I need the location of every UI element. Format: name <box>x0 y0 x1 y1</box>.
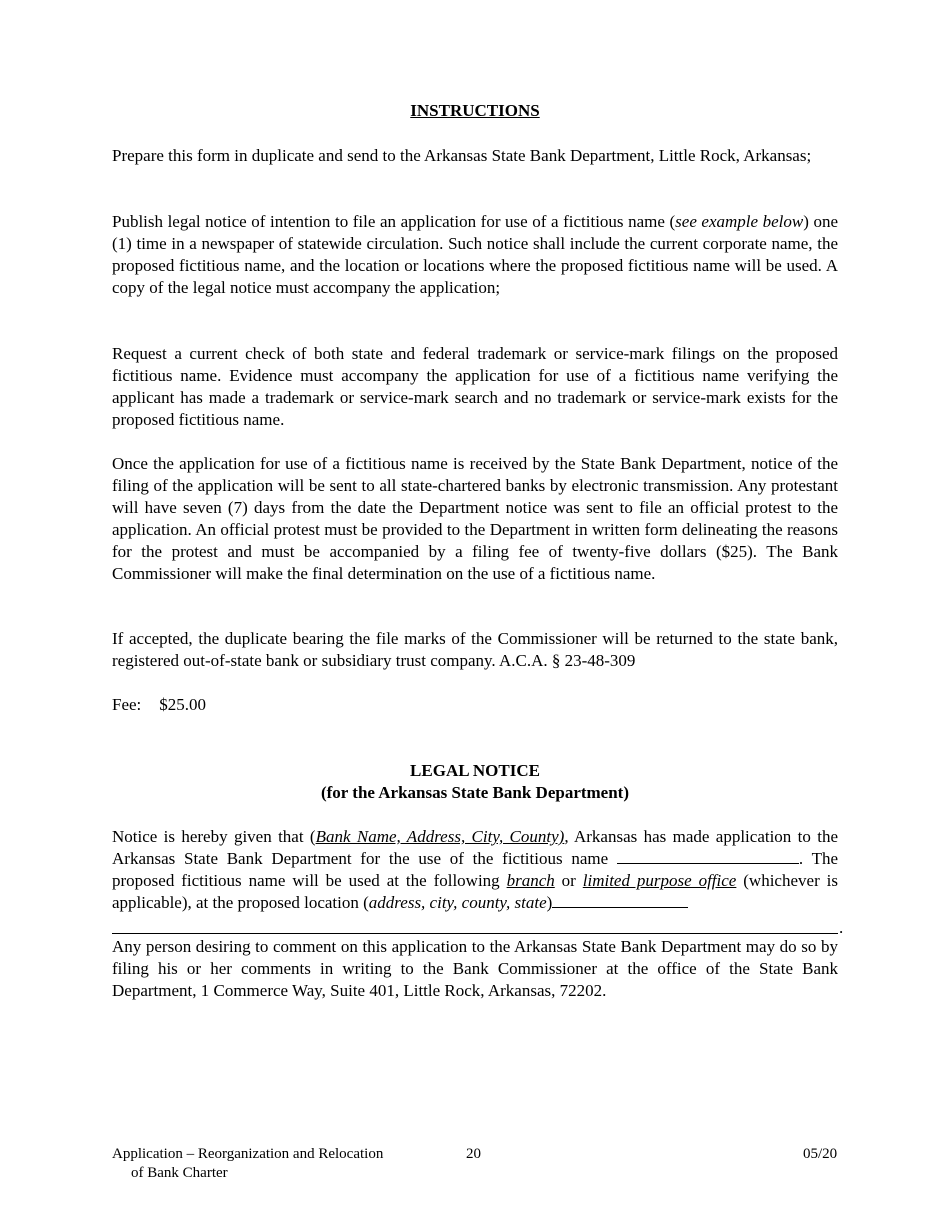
footer-page-number: 20 <box>466 1146 481 1162</box>
legal-text-3: . The proposed fictitious name will be used at the following <box>112 849 838 890</box>
instructions-paragraph-1: Prepare this form in duplicate and send to the Arkansas State Bank Department, Little Rock, Arkansas; <box>112 146 812 165</box>
footer-date: 05/20 <box>803 1146 838 1162</box>
p2-text-a: Publish legal notice of intention to file an application for use of a fictitious name ( <box>112 212 676 231</box>
footer-title-line-2: of Bank Charter <box>131 1165 228 1181</box>
legal-notice-subtitle: (for the Arkansas State Bank Department) <box>320 783 630 802</box>
legal-notice-body <box>112 826 838 914</box>
legal-notice-heading <box>112 760 838 804</box>
comment-paragraph: Any person desiring to comment on this application to the Arkansas State Bank Department may do so by filing his or her comments in writing to the Bank Commissioner at the office of the State Bank Department, 1 Commerce Way, Suite 401, Little Rock, Arkansas, 72202. <box>112 937 838 1000</box>
footer-form-title <box>112 1145 383 1183</box>
legal-notice-title: LEGAL NOTICE <box>410 761 540 780</box>
limited-purpose-office-option: limited purpose office <box>582 871 737 890</box>
bank-name-placeholder: Bank Name, Address, City, County) <box>315 827 565 846</box>
legal-text-6: ) <box>546 893 553 912</box>
instructions-paragraph-4: Once the application for use of a fictitious name is received by the State Bank Department, notice of the filing of the application will be sent to all state-chartered banks by electronic transmission. Any protestant will have seven (7) days from the date the Department notice was sent to file an official protest to the application. An official protest must be provided to the Department in written form delineating the reasons for the protest and must be accompanied by a filing fee of twenty-five dollars ($25). The Bank Commissioner will make the final determination on the use of a fictitious name. <box>112 454 838 583</box>
location-continuation-line[interactable] <box>112 933 838 934</box>
location-blank[interactable] <box>552 893 688 908</box>
fee-amount: $25.00 <box>159 695 207 714</box>
fictitious-name-blank[interactable] <box>617 849 799 864</box>
instructions-paragraph-5: If accepted, the duplicate bearing the file marks of the Commissioner will be returned to the state bank, registered out-of-state bank or subsidiary trust company. A.C.A. § 23-48-309 <box>112 629 838 670</box>
branch-option: branch <box>506 871 555 890</box>
location-line-period: . <box>839 918 844 937</box>
instructions-title: INSTRUCTIONS <box>410 101 540 120</box>
fee-line <box>112 694 206 716</box>
p2-text-b: ) one (1) time in a newspaper of statewide circulation. Such notice shall include the current corporate name, the proposed fictitious name, and the location or locations where the proposed fictitious name will be used. A copy of the legal notice must accompany the application; <box>112 212 839 297</box>
legal-text-2: , Arkansas has made application to the Arkansas State Bank Department for the use of the fictitious name <box>112 827 838 868</box>
instructions-paragraph-3: Request a current check of both state and federal trademark or service-mark filings on the proposed fictitious name. Evidence must accompany the application for use of a fictitious name verifying the applicant has made a trademark or service-mark search and no trademark or service-mark exists for the proposed fictitious name. <box>112 344 838 429</box>
footer-title-line-1: Application – Reorganization and Relocation <box>112 1146 384 1162</box>
p2-see-example: see example below <box>675 212 804 231</box>
instructions-paragraph-2 <box>112 211 838 299</box>
legal-text-5: (whichever is applicable), at the proposed location ( <box>112 871 838 912</box>
legal-text-4: or <box>554 871 583 890</box>
legal-text-1: Notice is hereby given that ( <box>112 827 316 846</box>
location-placeholder: address, city, county, state <box>368 893 547 912</box>
fee-label: Fee: <box>112 695 142 714</box>
